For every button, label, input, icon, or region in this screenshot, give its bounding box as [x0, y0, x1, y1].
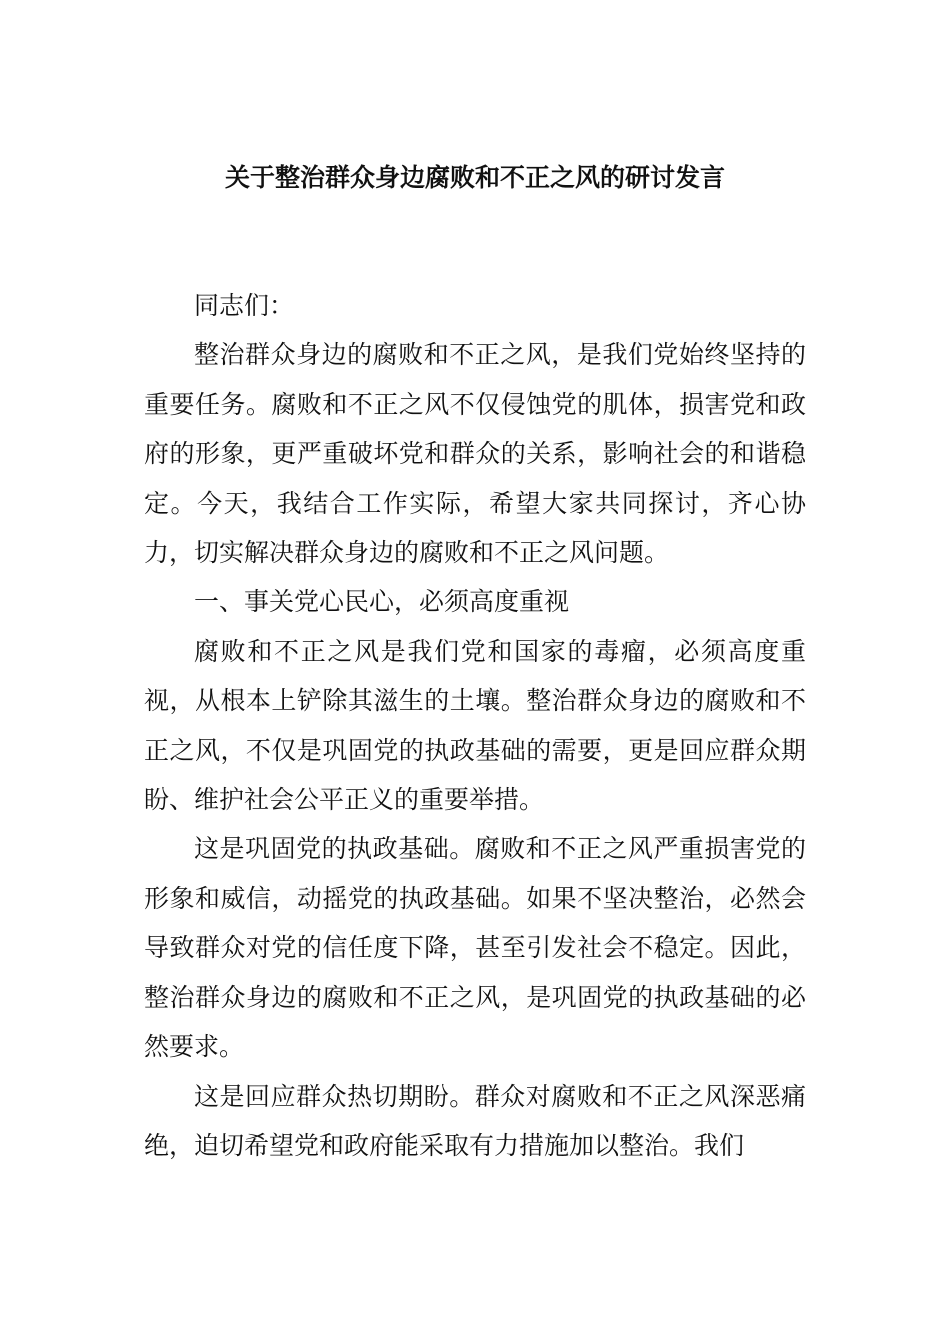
body-paragraph: 这是巩固党的执政基础。腐败和不正之风严重损害党的形象和威信，动摇党的执政基础。如果不坚决整治，必然会导致群众对党的信任度下降，甚至引发社会不稳定。因此，整治群众身边的腐败和不正之风，是巩固党的执政基础的必然要求。	[144, 834, 806, 1062]
intro-paragraph: 整治群众身边的腐败和不正之风，是我们党始终坚持的重要任务。腐败和不正之风不仅侵蚀党的肌体，损害党和政府的形象，更严重破坏党和群众的关系，影响社会的和谐稳定。今天，我结合工作实际，希望大家共同探讨，齐心协力，切实解决群众身边的腐败和不正之风问题。	[144, 340, 806, 568]
salutation-paragraph: 同志们：	[194, 291, 295, 320]
body-paragraph: 这是回应群众热切期盼。群众对腐败和不正之风深恶痛绝，迫切希望党和政府能采取有力措施加以整治。我们	[144, 1081, 806, 1160]
document-title: 关于整治群众身边腐败和不正之风的研讨发言	[224, 163, 725, 192]
section-heading-1: 一、事关党心民心，必须高度重视	[194, 587, 570, 617]
document-body	[144, 281, 806, 1170]
body-paragraph: 腐败和不正之风是我们党和国家的毒瘤，必须高度重视，从根本上铲除其滋生的土壤。整治群众身边的腐败和不正之风，不仅是巩固党的执政基础的需要，更是回应群众期盼、维护社会公平正义的重要举措。	[144, 636, 806, 815]
